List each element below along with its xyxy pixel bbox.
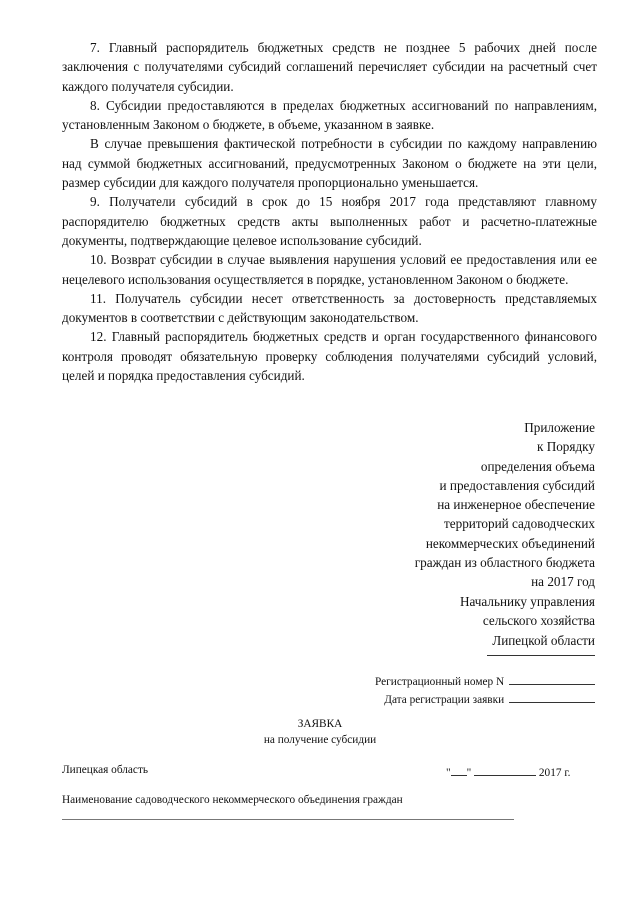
addressee-line: сельского хозяйства (482, 613, 595, 629)
paragraph-9: 9. Получатели субсидий в срок до 15 ноября 2017 года представляют главному распорядителю бюджетных средств акты выполненных работ и расчетно-платежные документы, подтверждающие целевое использование субсидий. (62, 194, 597, 248)
appendix-header (415, 418, 595, 592)
appendix-line: на 2017 год (531, 574, 595, 590)
paragraph-7: 7. Главный распорядитель бюджетных средств не позднее 5 рабочих дней после заключения с получателями субсидий соглашений перечисляет субсидии на расчетный счет каждого получателя субсидии. (62, 40, 597, 94)
registration-number-row (375, 673, 595, 691)
date-close-quote: " (466, 767, 472, 779)
appendix-line: и предоставления субсидий (439, 477, 595, 493)
paragraph-10: 10. Возврат субсидии в случае выявления нарушения условий ее предоставления или ее нецелевого использования осуществляется в порядке, установленном Законом о бюджете. (62, 252, 597, 287)
paragraph-12: 12. Главный распорядитель бюджетных средств и орган государственного финансового контроля проводят обязательную проверку соблюдения получателями субсидий условий, целей и порядка предоставления субсидий. (62, 329, 597, 384)
paragraph-11: 11. Получатель субсидии несет ответственность за достоверность представляемых документов в соответствии с действующим законодательством. (62, 290, 597, 326)
addressee-block (460, 592, 595, 650)
appendix-line: к Порядку (536, 439, 595, 455)
registration-number-field[interactable] (509, 673, 595, 685)
registration-date-label: Дата регистрации заявки (384, 693, 505, 706)
registration-date-field[interactable] (509, 691, 595, 703)
appendix-line: на инженерное обеспечение (437, 497, 595, 513)
registration-date-row (375, 691, 595, 709)
day-field[interactable] (451, 764, 467, 776)
registration-block (375, 673, 595, 708)
application-subtitle: на получение субсидии (263, 734, 377, 746)
paragraph-8-continued: В случае превышения фактической потребности в субсидии по каждому направлению над суммой бюджетных ассигнований, предусмотренных Законом о бюджете на эти цели, размер субсидии для каждого получателя пропорционально уменьшается. (62, 136, 597, 191)
procedure-text (62, 38, 597, 385)
paragraph-8: 8. Субсидии предоставляются в пределах бюджетных ассигнований по направлениям, установленным Законом о бюджете, в объеме, указанном в заявке. (62, 97, 597, 133)
appendix-line: Приложение (524, 420, 595, 435)
organization-name-label: Наименование садоводческого некоммерческого объединения граждан (62, 794, 403, 806)
appendix-line: определения объема (480, 458, 595, 474)
appendix-line: граждан из областного бюджета (414, 555, 595, 571)
registration-number-label: Регистрационный номер N (375, 676, 505, 688)
date-open-quote: " (446, 767, 451, 779)
region-label: Липецкая область (62, 764, 149, 776)
appendix-line: некоммерческих объединений (425, 535, 595, 551)
date-year: 2017 г. (538, 767, 571, 779)
application-title: ЗАЯВКА (297, 718, 343, 730)
appendix-line: территорий садоводческих (443, 516, 595, 532)
addressee-line: Начальнику управления (459, 594, 595, 609)
application-date (446, 764, 571, 779)
application-title-block (0, 716, 640, 748)
signature-blank-line (487, 655, 595, 656)
addressee-line: Липецкой области (492, 632, 595, 648)
organization-name-field[interactable] (62, 819, 514, 820)
month-field[interactable] (474, 764, 536, 776)
